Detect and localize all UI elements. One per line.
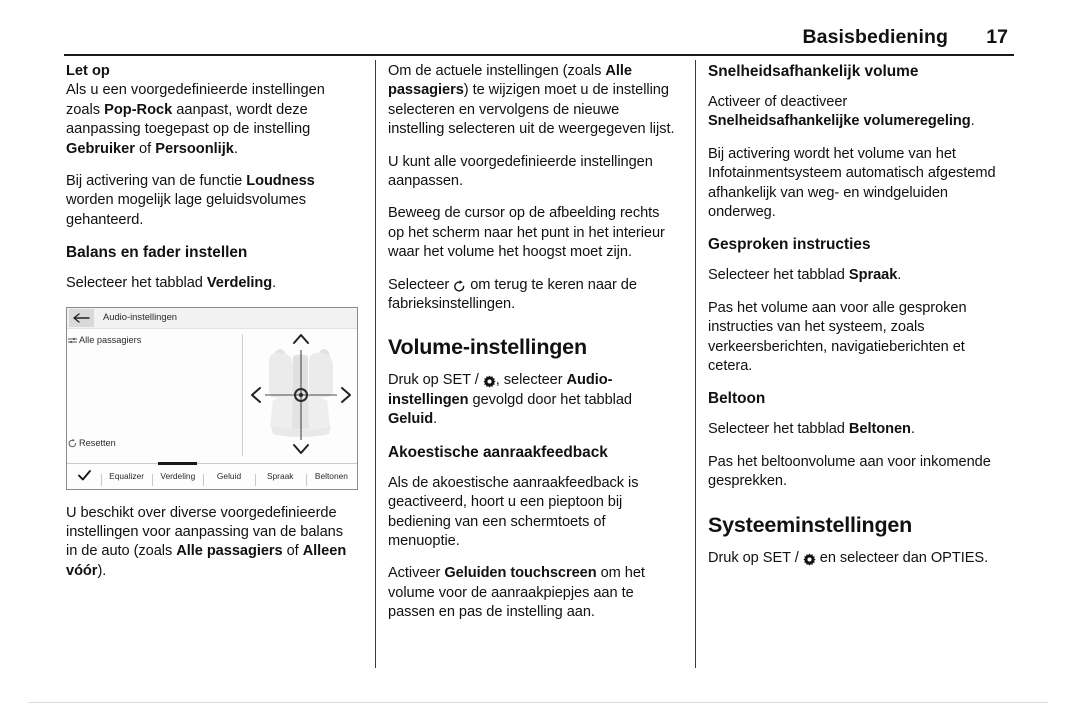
actuele-text-1: Om de actuele instellingen (zoals (388, 63, 606, 79)
figure-tab-verdeling[interactable]: Verdeling (152, 471, 203, 481)
footer-divider-rule (28, 702, 1048, 703)
actuele-bold-alle-passagiers: Alle passagiers (388, 63, 632, 99)
paragraph-fabrieksinstellingen (388, 276, 676, 315)
column-middle (388, 62, 676, 636)
paragraph-opties (708, 549, 996, 568)
reset-circular-arrow-icon (68, 439, 77, 448)
heading-systeeminstellingen: Systeeminstellingen (708, 512, 913, 537)
paragraph-beltoonvolume: Pas het beltoonvolume aan voor inkomende gesprekken. (708, 453, 991, 490)
figure-tab-beltonen[interactable]: Beltonen (306, 471, 357, 481)
figure-reset-button[interactable] (79, 438, 116, 448)
note-body (66, 81, 354, 159)
geluiden-text-1: Activeer (388, 565, 445, 582)
druk-set-text-4: . (433, 411, 438, 428)
voorgedef-text-3: ). (97, 562, 107, 579)
column-divider-right (695, 60, 696, 668)
header-divider-rule (64, 54, 1014, 56)
verdeling-bold: Verdeling (206, 275, 273, 292)
paragraph-druk-op-set (388, 371, 676, 429)
loudness-bold: Loudness (246, 173, 315, 190)
fabrieks-text-2: om terug te keren naar de fabrieksinstellingen. (388, 276, 637, 313)
figure-list-item-label: Alle passagiers (79, 334, 142, 345)
note-text-4: . (233, 140, 238, 157)
note-bold-persoonlijk: Persoonlijk (155, 140, 234, 157)
paragraph-verdeling (66, 274, 354, 293)
figure-list-item[interactable] (79, 335, 141, 345)
geluiden-text-2: om het volume voor de aanraakpiepjes aan te passen en pas de instelling aan. (388, 565, 645, 621)
page-number: 17 (986, 26, 1008, 48)
heading-balans-en-fader: Balans en fader instellen (66, 244, 248, 262)
geluiden-bold: Geluiden touchscreen (444, 565, 597, 582)
activeer-text-1: Activeer of deactiveer (708, 94, 848, 110)
gear-icon (483, 375, 496, 388)
paragraph-voorgedefinieerd (66, 504, 354, 582)
beltonen-text-1: Selecteer het tabblad (708, 421, 849, 438)
activeer-bold: Snelheidsafhankelijke volumeregeling (708, 113, 971, 130)
note-text-3: of (134, 140, 156, 157)
reset-circular-arrow-icon (453, 280, 466, 293)
column-right (708, 62, 996, 581)
verdeling-text-1: Selecteer het tabblad (66, 275, 207, 292)
paragraph-pieptoon: Als de akoestische aanraakfeedback is geactiveerd, hoort u een pieptoon bij bediening van een schermtoets of menuoptie. (388, 474, 639, 549)
voorgedef-bold-alleen-voor: Alleen vóór (66, 543, 347, 579)
paragraph-tabblad-spraak (708, 266, 996, 285)
loudness-text-2: worden mogelijk lage geluidsvolumes gehanteerd. (66, 192, 306, 228)
spraak-bold: Spraak (848, 267, 898, 284)
paragraph-actuele-instellingen (388, 62, 676, 140)
verdeling-text-2: . (272, 275, 277, 292)
checkmark-icon[interactable] (67, 470, 101, 483)
back-arrow-icon[interactable] (69, 309, 94, 327)
druk-set-bold-geluid: Geluid (388, 411, 434, 428)
column-left (66, 62, 354, 594)
spraak-text-1: Selecteer het tabblad (708, 267, 849, 284)
opties-text-1: Druk op SET / (708, 549, 803, 566)
paragraph-tabblad-beltonen (708, 420, 996, 439)
paragraph-loudness (66, 172, 354, 230)
opties-text-2: en selecteer dan OPTIES. (815, 549, 989, 566)
page-title: Basisbediening (802, 26, 948, 48)
gear-icon (803, 553, 816, 566)
beltonen-bold: Beltonen (848, 421, 911, 438)
heading-beltoon: Beltoon (708, 390, 766, 408)
spraak-text-2: . (897, 267, 902, 284)
note-bold-pop-rock: Pop-Rock (104, 101, 173, 118)
paragraph-pas-volume: Pas het volume aan voor alle gesproken instructies van het systeem, zoals verkeersberichten, navigatieberichten et cetera. (708, 299, 967, 375)
heading-volume-instellingen: Volume-instellingen (388, 335, 587, 360)
figure-tab-bar (67, 463, 357, 489)
paragraph-activeer-deactiveer (708, 93, 996, 132)
heading-snelheidsafhankelijk-volume: Snelheidsafhankelijk volume (708, 63, 919, 80)
loudness-text-1: Bij activering van de functie (66, 173, 247, 190)
figure-tab-spraak[interactable]: Spraak (255, 471, 306, 481)
equalizer-sliders-icon (68, 337, 77, 344)
paragraph-geluiden-touchscreen (388, 564, 676, 622)
druk-set-text-1: Druk op SET / (388, 372, 483, 389)
paragraph-cursor: Beweeg de cursor op de afbeelding rechts op het scherm naar het punt in het interieur waar het volume het hoogst moet zijn. (388, 205, 665, 261)
column-divider-left (375, 60, 376, 668)
heading-gesproken-instructies: Gesproken instructies (708, 236, 871, 254)
figure-tab-geluid[interactable]: Geluid (203, 471, 254, 481)
actuele-text-2: ) te wijzigen moet u de instelling selecteren en vervolgens de nieuwe instelling selecteren uit de weergegeven lijst. (388, 82, 675, 138)
fabrieks-text-1: Selecteer (388, 276, 454, 293)
voorgedef-bold-alle-passagiers: Alle passagiers (176, 543, 283, 560)
activeer-text-2: . (970, 113, 975, 130)
druk-set-bold-audio-instellingen: Audio-instellingen (388, 372, 613, 408)
note-bold-gebruiker: Gebruiker (66, 140, 135, 157)
druk-set-text-2: , selecteer (495, 372, 567, 389)
paragraph-bij-activering: Bij activering wordt het volume van het Infotainmentsysteem automatisch afgestemd afhankelijk van weg- en windgeluiden onderweg. (708, 145, 996, 221)
druk-set-text-3: gevolgd door het tabblad (468, 391, 632, 408)
note-title: Let op (66, 63, 110, 79)
note-text-2: aanpast, wordt deze aanpassing toegepast op de instelling (66, 101, 311, 138)
infotainment-screen-figure (66, 307, 358, 490)
figure-reset-label: Resetten (79, 437, 116, 448)
seat-balance-fader-pad[interactable] (251, 332, 351, 456)
beltonen-text-2: . (910, 421, 915, 438)
voorgedef-text-1: U beschikt over diverse voorgedefinieerde instellingen voor aanpassing van de balans in de auto (zoals (66, 504, 343, 560)
figure-title: Audio-instellingen (103, 310, 178, 322)
paragraph-aanpassen: U kunt alle voorgedefinieerde instellingen aanpassen. (388, 153, 653, 190)
page-header (64, 26, 1014, 56)
figure-vertical-divider (242, 334, 243, 456)
note-text-1: Als u een voorgedefinieerde instellingen zoals (66, 82, 325, 118)
figure-tab-equalizer[interactable]: Equalizer (101, 471, 152, 481)
voorgedef-text-2: of (282, 543, 303, 560)
heading-akoestische-aanraakfeedback: Akoestische aanraakfeedback (388, 443, 608, 461)
